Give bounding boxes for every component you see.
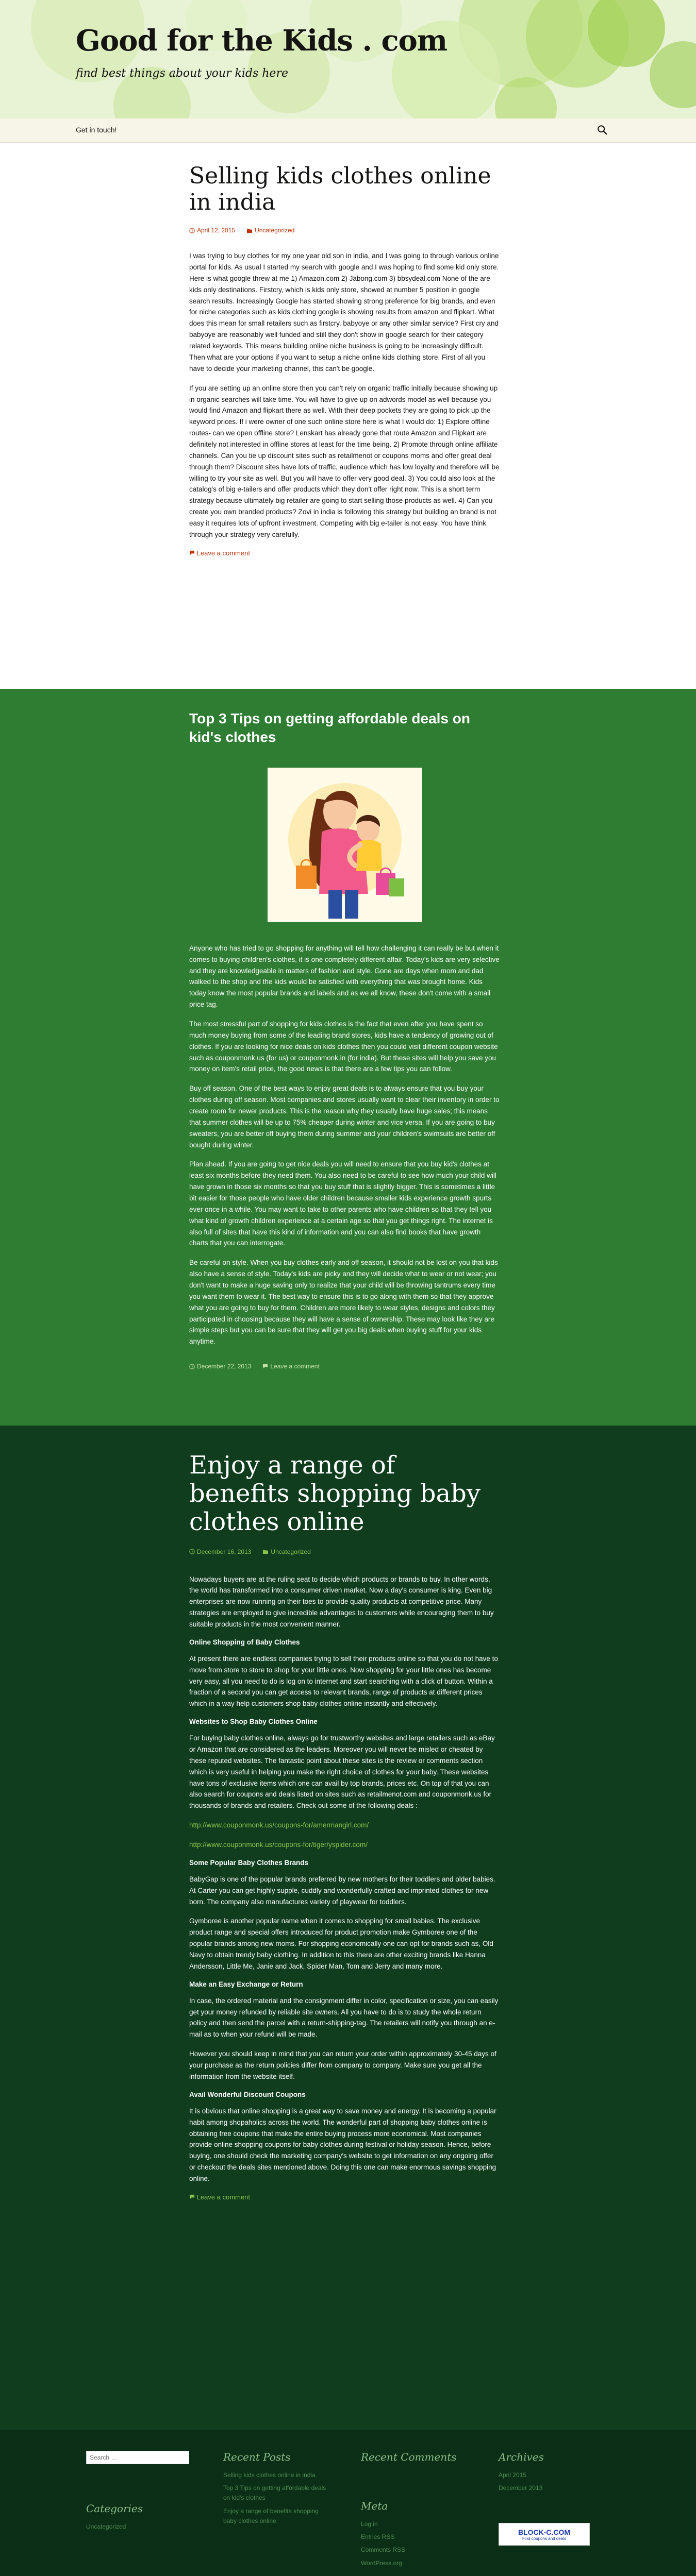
clock-icon [189, 1364, 195, 1369]
block-c-badge[interactable] [499, 2523, 590, 2546]
widget-title: Archives [499, 2451, 544, 2463]
post-paragraph: If you are setting up an online store then you can't rely on organic traffic initially because showing up in organic searches will take time. You will have to give up on adwords model as well because you would find Amazon and flipkart there as well. With their deep pockets they are going to pick up the keyword prices. If i were owner of one such online store here is what I would do: 1) Explore offline routes- can we open offline store? Lenskart has already gone that route Amazon and Flipkart are definitely not interested in offline stores at least for the time being. 2) Promote through online affiliate channels. Can you tie up discount sites such as retailmenot or coupons moms and offer great deal through them? Discount sites have lots of traffic, audience which has low loyalty and therefore will be willing to try your site as well. But you will have to offer very good deal. 3) You could also look at the catalog's of big e-tailers and offer products which they don't offer right now. This is a short term strategy because ultimately big retailer are going to start selling those products as well. 4) Can you create you own branded products? Zovi in india is following this strategy but building an brand is not easy it requires lots of upfront investment. Competing with big e-tailer is not easy. You have think through your strategy very carefully. [189, 384, 500, 538]
category-link[interactable]: Uncategorized [86, 2523, 126, 2530]
recent-comments-widget [361, 2451, 464, 2470]
leave-comment-text: Leave a comment [196, 2193, 250, 2201]
site-header [0, 0, 696, 118]
post-date[interactable] [189, 1363, 251, 1370]
post-paragraph: In case, the ordered material and the consignment differ in color, specification or size, you can easily get your money refunded by reliable site owners. All you have to do is to study the whole return policy and then send the parcel with a return-shipping-tag. The retailers will notify you through an e-mail as to when your refund will be made. [189, 1996, 499, 2039]
leave-comment-link[interactable] [189, 2193, 250, 2201]
post-date-text: April 12, 2015 [197, 227, 236, 234]
post-paragraph: For buying baby clothes online, always go for trustworthy websites and large retailers such as eBay or Amazon that are considered as the leaders. Moreover you will never be misled or cheated by these reputed websites. The fantastic point about these sites is the review or comments section which is very useful in helping you make the right choice of clothes for your baby. These websites have tons of exclusive items which one can avail by top brands, prices etc. On top of that you can also search for coupons and deals listed on sites such as retailmenot.com and couponmonk.us for thousands of brands and retailers. Check out some of the following deals : [189, 1734, 495, 1810]
post-date[interactable] [189, 227, 235, 234]
meta-link[interactable]: WordPress.org [361, 2559, 402, 2567]
meta-link[interactable]: Entries RSS [361, 2533, 395, 2541]
post-paragraph: BabyGap is one of the popular brands preferred by new mothers for their toddlers and older babies. At Carter you can get highly supple, cuddly and wonderfully crafted and imprinted clothes for new born. The company also manufactures variety of playwear for toddlers. [189, 1875, 495, 1906]
recent-post-link[interactable]: Enjoy a range of benefits shopping baby clothes online [223, 2507, 319, 2524]
navbar [0, 118, 696, 143]
post-meta [189, 1363, 501, 1370]
post-date[interactable] [189, 1548, 251, 1555]
post-date-text: December 16, 2013 [197, 1548, 252, 1555]
post-paragraph: At present there are endless companies trying to sell their products online so that you do not have to move from store to store to shop for your little ones. Now shopping for your little ones has become very easy, all you need to do is log on to internet and start searching with a click of button. Within a fraction of a second you can get access to relevant brands, range of products at different prices which in a way help customers shop baby clothes online instantly and effectively. [189, 1654, 498, 1708]
post [0, 143, 696, 689]
site-description: find best things about your kids here [76, 67, 288, 80]
post-meta [189, 1548, 501, 1555]
post-meta [189, 227, 501, 234]
site-title[interactable]: Good for the Kids . com [76, 24, 448, 58]
section-heading: Websites to Shop Baby Clothes Online [189, 1718, 318, 1726]
section-heading: Avail Wonderful Discount Coupons [189, 2090, 306, 2098]
section-heading: Some Popular Baby Clothes Brands [189, 1858, 309, 1867]
meta-link[interactable]: Comments RSS [361, 2546, 406, 2554]
comment-icon [189, 2194, 195, 2199]
leave-comment-text: Leave a comment [270, 1363, 320, 1370]
recent-posts-widget [223, 2451, 326, 2529]
badge-subtitle: Find coupons and deals [522, 2536, 566, 2541]
clock-icon [189, 228, 195, 233]
post-title[interactable]: Enjoy a range of benefits shopping baby clothes online [189, 1451, 480, 1537]
widget-title: Recent Posts [223, 2451, 291, 2463]
meta-link[interactable]: Log in [361, 2520, 378, 2528]
post-paragraph: Plan ahead. If you are going to get nice deals you will need to ensure that you buy kid's clothes at least six months before they need them. You also need to be careful to see how much your child will have grown in those six months so that you buy stuff that is slightly bigger. This is sometimes a little bit easier for those people who have older children because smaller kids experience growth spurts ever once in a while. You may want to take to other parents who have children so that they tell you what kind of growth children experience at a certain age so that you get things right. The internet is also full of sites that have this kind of information and you can also find books that have growth charts that you can interrogate. [189, 1160, 496, 1247]
post-paragraph: Be careful on style. When you buy clothes early and off season, it should not be lost on you that kids also have a sense of style. Today's kids are picky and they will decide what to wear or not wear; you don't want to make a huge saving only to realize that your child will be throwing tantrums every time you want them to wear it. The best way to ensure this is to go along with them so that they approve what you are going to buy for them. Children are more likely to wear styles, designs and colors they participated in choosing because they will have a sense of ownership. These may look like they are simple steps but you can be sure that they will get you big deals when buying stuff for your kids anytime. [189, 1259, 498, 1346]
folder-icon [246, 228, 253, 233]
search-icon[interactable] [596, 124, 608, 135]
post-paragraph: It is obvious that online shopping is a great way to save money and energy. It is becoming a popular habit among shopaholics across the world. The wonderful part of shopping baby clothes online is obtaining free coupons that make the entire buying process more economical. Most companies provide online shopping coupons for baby clothes during festival or holiday season. Hence, before buying, one should check the marketing company's website to get information on any ongoing offer or checkout the deals sites mentioned above. Doing this one can make enormous savings shopping online. [189, 2107, 496, 2182]
leave-comment-text: Leave a comment [196, 549, 250, 557]
post-title[interactable]: Selling kids clothes online in india [189, 163, 491, 215]
archive-link[interactable]: December 2013 [499, 2484, 543, 2492]
recent-post-link[interactable]: Selling kids clothes online in india [223, 2471, 316, 2479]
footer-widgets [0, 2430, 696, 2576]
post-paragraph: The most stressful part of shopping for kids clothes is the fact that even after you have spent so much money buying from some of the leading brand stores, kids have a tendency of growing out of clothes. If you are looking for nice deals on kids clothes then you could visit different coupon website such as couponmonk.us (for us) or couponmonk.in (for india). But these sites will help you save you money on item's retail price, the good news is that there are a few tips you can follow. [189, 1020, 498, 1073]
clock-icon [189, 1549, 195, 1554]
categories-widget [86, 2502, 189, 2535]
post [0, 1426, 696, 2430]
search-widget [86, 2451, 189, 2464]
comment-icon [262, 1364, 268, 1369]
post-title[interactable]: Top 3 Tips on getting affordable deals on kid's clothes [189, 710, 470, 745]
post-category-text: Uncategorized [271, 1548, 311, 1555]
widget-title: Recent Comments [361, 2451, 457, 2463]
post-category[interactable] [246, 227, 294, 234]
meta-widget [361, 2500, 464, 2571]
badge-title: BLOCK-C.COM [518, 2528, 571, 2536]
widget-title: Meta [361, 2500, 388, 2512]
post [0, 689, 696, 1426]
post-content [189, 250, 501, 540]
leave-comment-link[interactable] [189, 549, 250, 557]
folder-icon [262, 1549, 269, 1554]
post-paragraph: I was trying to buy clothes for my one year old son in india, and I was going to through various online portal for kids. As usual I started my search with google and I was hoping to find some kid only store. Here is what google threw at me 1) Amazon.com 2) Jabong.com 3) bbsydeal.com None of the are kids only destinations. Firstcry, which is kids only store, showed at number 5 position in google search results. Increasingly Google has started showing strong preference for big brands, and even for niche categories such as kids clothing google is showing results from amazon and flipkart. What does this mean for small retailers such as firstcry, babyoye or any other similar service? First cry and babyoye are reasonably well funded and still they don't show in google search for their category related keywords. This means building online niche business is going to be increasingly difficult. Then what are your options if you want to setup a niche online kids clothing store. First of all you have to decide your marketing channel, this can't be google. [189, 252, 499, 372]
deal-link[interactable]: http://www.couponmonk.us/coupons-for/amermangirl.com/ [189, 1821, 369, 1829]
comment-icon [189, 550, 195, 555]
widget-title: Categories [86, 2502, 143, 2515]
post-date-text: December 22, 2013 [197, 1363, 252, 1370]
post-paragraph: However you should keep in mind that you can return your order within approximately 30-45 days of your purchase as the return policies differ from company to company. Make sure you get all the information from the website itself. [189, 2050, 496, 2080]
search-input[interactable] [86, 2451, 189, 2464]
post-category-text: Uncategorized [255, 227, 295, 234]
featured-image-mother-child [268, 768, 422, 922]
archives-widget [499, 2451, 602, 2496]
recent-post-link[interactable]: Top 3 Tips on getting affordable deals on kid's clothes [223, 2484, 326, 2502]
deal-link[interactable]: http://www.couponmonk.us/coupons-for/tiger/yspider.com/ [189, 1841, 368, 1849]
post-content [189, 1574, 501, 2184]
section-heading: Make an Easy Exchange or Return [189, 1980, 303, 1988]
post-paragraph: Anyone who has tried to go shopping for anything will tell how challenging it can really be but when it comes to buying children's clothes, it is one completely different affair. Today's kids are very selective and they are knowledgeable in matters of fashion and style. Gone are days when mom and dad walked to the shop and the kids would be satisfied with everything that was brought home. Kids today know the most popular brands and labels and as we all know, these don't come with a small price tag. [189, 944, 500, 1009]
post-paragraph: Nowadays buyers are at the ruling seat to decide which products or brands to buy. In other words, the world has transformed into a consumer driven market. Now a day's consumer is king. Even big enterprises are now running on their toes to provide quality products at competitive price. Many strategies are employed to give incredible advantages to customers while encouraging them to buy suitable products in the most convenient manner. [189, 1575, 494, 1628]
post-paragraph: Buy off season. One of the best ways to enjoy great deals is to always ensure that you buy your clothes during off season. Most companies and stores usually want to clear their inventory in order to create room for newer products. This is the reason why they usually have huge sales; this means that summer clothes will be up to 75% cheaper during winter and vice versa. If you are going to buy sweaters, you are better off buying them during summer and your children's swimsuits are better off bought during winter. [189, 1084, 500, 1149]
leave-comment-link[interactable] [262, 1363, 319, 1370]
post-content [189, 943, 501, 1347]
section-heading: Online Shopping of Baby Clothes [189, 1638, 300, 1646]
post-category[interactable] [262, 1548, 310, 1555]
nav-link-get-in-touch[interactable]: Get in touch! [76, 126, 117, 134]
post-paragraph: Gymboree is another popular name when it comes to shopping for small babies. The exclusive product range and special offers introduced for product promotion make Gymboree one of the popular brands among new moms. For shopping economically one can opt for brands such as, Old Navy to obtain trendy baby clothing. In addition to this there are other exciting brands like Hanna Andersson, Little Me, Janie and Jack, Spider Man, Tom and Jerry and many more. [189, 1917, 493, 1970]
archive-link[interactable]: April 2015 [499, 2471, 527, 2479]
